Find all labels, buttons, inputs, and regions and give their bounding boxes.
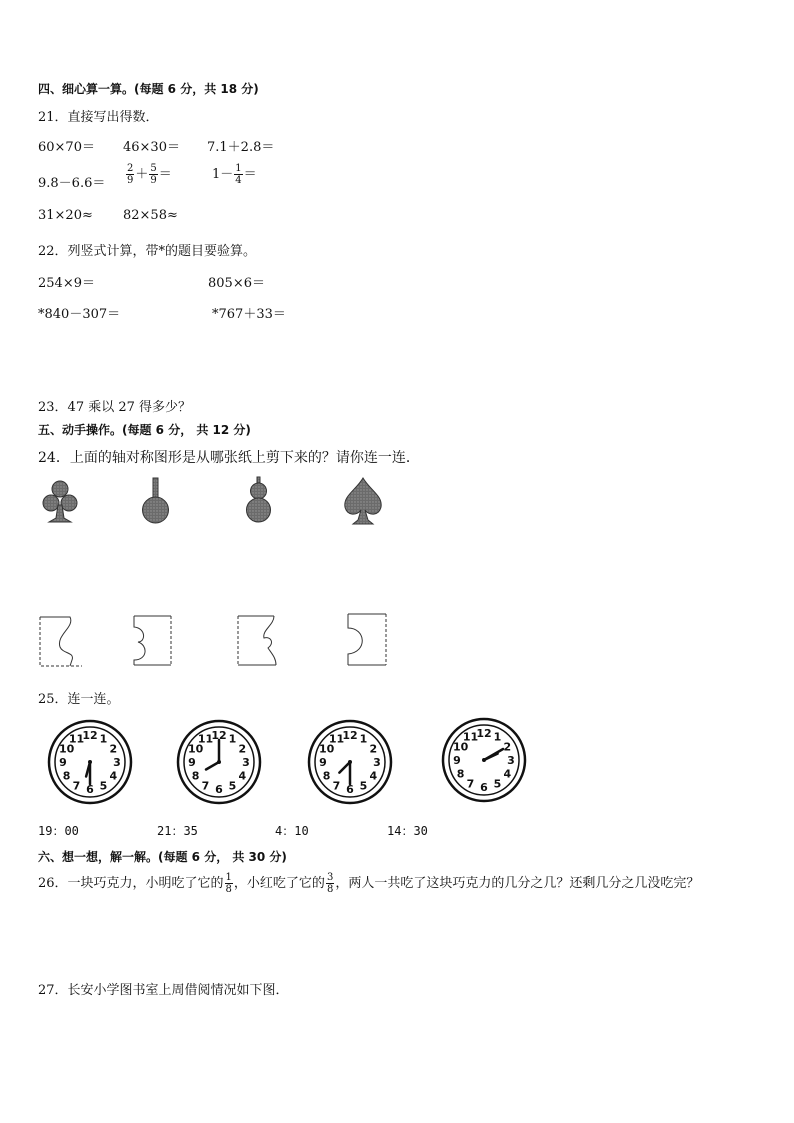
svg-text:7: 7 [72, 779, 81, 793]
q22-item-2: 805×6＝ [208, 276, 265, 291]
fraction-1-4: $\frac{1}{4}$ [235, 163, 242, 186]
svg-text:3: 3 [373, 756, 381, 769]
svg-text:2: 2 [369, 742, 378, 756]
time-label-4: 14：30 [387, 824, 428, 838]
svg-text:8: 8 [191, 769, 200, 783]
fraction-5-9: $\frac{5}{9}$ [150, 163, 157, 186]
svg-text:5: 5 [228, 779, 237, 793]
q26-text: 26．一块巧克力，小明吃了它的 $\frac{1}{8}$ ，小红吃了它的 $\frac{3}{8}$ ，两人一共吃了这块巧克力的几分之几？还剩几分之几没吃完？ [38, 872, 700, 895]
svg-text:2: 2 [503, 740, 512, 754]
svg-text:3: 3 [113, 756, 121, 769]
svg-text:8: 8 [456, 767, 465, 781]
svg-text:6: 6 [215, 783, 223, 796]
svg-text:11: 11 [68, 732, 85, 746]
paper-piece-1 [40, 617, 82, 666]
svg-text:3: 3 [507, 754, 515, 767]
q21-item-1: 60×70＝ [38, 140, 95, 155]
q25-text: 25．连一连。 [38, 692, 120, 707]
q27-text: 27．长安小学图书室上周借阅情况如下图． [38, 983, 289, 998]
svg-text:5: 5 [493, 777, 502, 791]
svg-text:6: 6 [480, 781, 488, 794]
club-icon [43, 481, 77, 522]
svg-text:4: 4 [109, 769, 118, 783]
svg-text:2: 2 [109, 742, 118, 756]
svg-text:11: 11 [197, 732, 214, 746]
clock-icon-4 [443, 719, 525, 801]
section-6-header: 六、想一想，解一解。(每题 6 分， 共 30 分) [38, 850, 287, 864]
svg-text:2: 2 [238, 742, 247, 756]
svg-text:4: 4 [503, 767, 512, 781]
svg-text:10: 10 [452, 740, 469, 754]
svg-text:9: 9 [59, 756, 67, 769]
paper-piece-2 [134, 616, 171, 665]
svg-text:12: 12 [342, 729, 358, 742]
svg-text:12: 12 [211, 729, 227, 742]
svg-text:9: 9 [188, 756, 196, 769]
svg-text:7: 7 [332, 779, 341, 793]
svg-text:4: 4 [369, 769, 378, 783]
paper-piece-4 [348, 614, 386, 665]
time-label-3: 4：10 [275, 824, 309, 838]
svg-text:7: 7 [466, 777, 475, 791]
svg-text:9: 9 [319, 756, 327, 769]
svg-text:10: 10 [318, 742, 335, 756]
q22-item-3: *840－307＝ [38, 307, 121, 322]
svg-text:6: 6 [86, 783, 94, 796]
q22-item-4: *767＋33＝ [212, 307, 286, 322]
svg-text:8: 8 [62, 769, 71, 783]
svg-text:10: 10 [187, 742, 204, 756]
q21-item-8: 82×58≈ [123, 208, 178, 223]
q23-text: 23．47 乘以 27 得多少？ [38, 400, 192, 415]
svg-text:3: 3 [242, 756, 250, 769]
svg-text:9: 9 [453, 754, 461, 767]
svg-text:11: 11 [328, 732, 345, 746]
svg-text:1: 1 [99, 732, 108, 746]
q21-item-5: $\frac{2}{9}$ ＋ $\frac{5}{9}$ ＝ [127, 163, 172, 186]
svg-text:11: 11 [462, 730, 479, 744]
lollipop-icon [143, 478, 169, 523]
svg-text:1: 1 [493, 730, 502, 744]
svg-text:5: 5 [359, 779, 368, 793]
section-4-header: 四、细心算一算。(每题 6 分，共 18 分) [38, 82, 259, 96]
section-5-header: 五、动手操作。(每题 6 分， 共 12 分) [38, 423, 251, 437]
svg-text:8: 8 [322, 769, 331, 783]
fraction-1-8: $\frac{1}{8}$ [225, 872, 232, 895]
svg-text:10: 10 [58, 742, 75, 756]
fraction-2-9: $\frac{2}{9}$ [127, 163, 134, 186]
paper-piece-3 [238, 616, 276, 665]
q22-item-1: 254×9＝ [38, 276, 95, 291]
svg-text:1: 1 [359, 732, 368, 746]
q22-title: 22．列竖式计算，带*的题目要验算。 [38, 244, 257, 259]
q21-item-6: 1－ $\frac{1}{4}$ ＝ [212, 163, 257, 186]
svg-text:7: 7 [201, 779, 210, 793]
svg-text:4: 4 [238, 769, 247, 783]
clock-icon-3 [309, 721, 391, 803]
clock-icon-2 [178, 721, 260, 803]
svg-text:6: 6 [346, 783, 354, 796]
q21-item-4: 9.8－6.6＝ [38, 176, 106, 191]
clock-icon-1 [49, 721, 131, 803]
svg-text:5: 5 [99, 779, 108, 793]
q21-item-7: 31×20≈ [38, 208, 93, 223]
fraction-3-8: $\frac{3}{8}$ [326, 872, 334, 895]
svg-text:12: 12 [476, 727, 492, 740]
gourd-icon [247, 477, 271, 522]
time-label-1: 19：00 [38, 824, 79, 838]
q21-title: 21．直接写出得数． [38, 110, 159, 125]
q24-text: 24．上面的轴对称图形是从哪张纸上剪下来的？请你连一连． [38, 450, 420, 466]
time-label-2: 21：35 [157, 824, 198, 838]
svg-text:1: 1 [228, 732, 237, 746]
svg-text:12: 12 [82, 729, 98, 742]
q21-item-3: 7.1＋2.8＝ [207, 140, 275, 155]
q21-item-2: 46×30＝ [123, 140, 180, 155]
spade-icon [345, 478, 381, 524]
